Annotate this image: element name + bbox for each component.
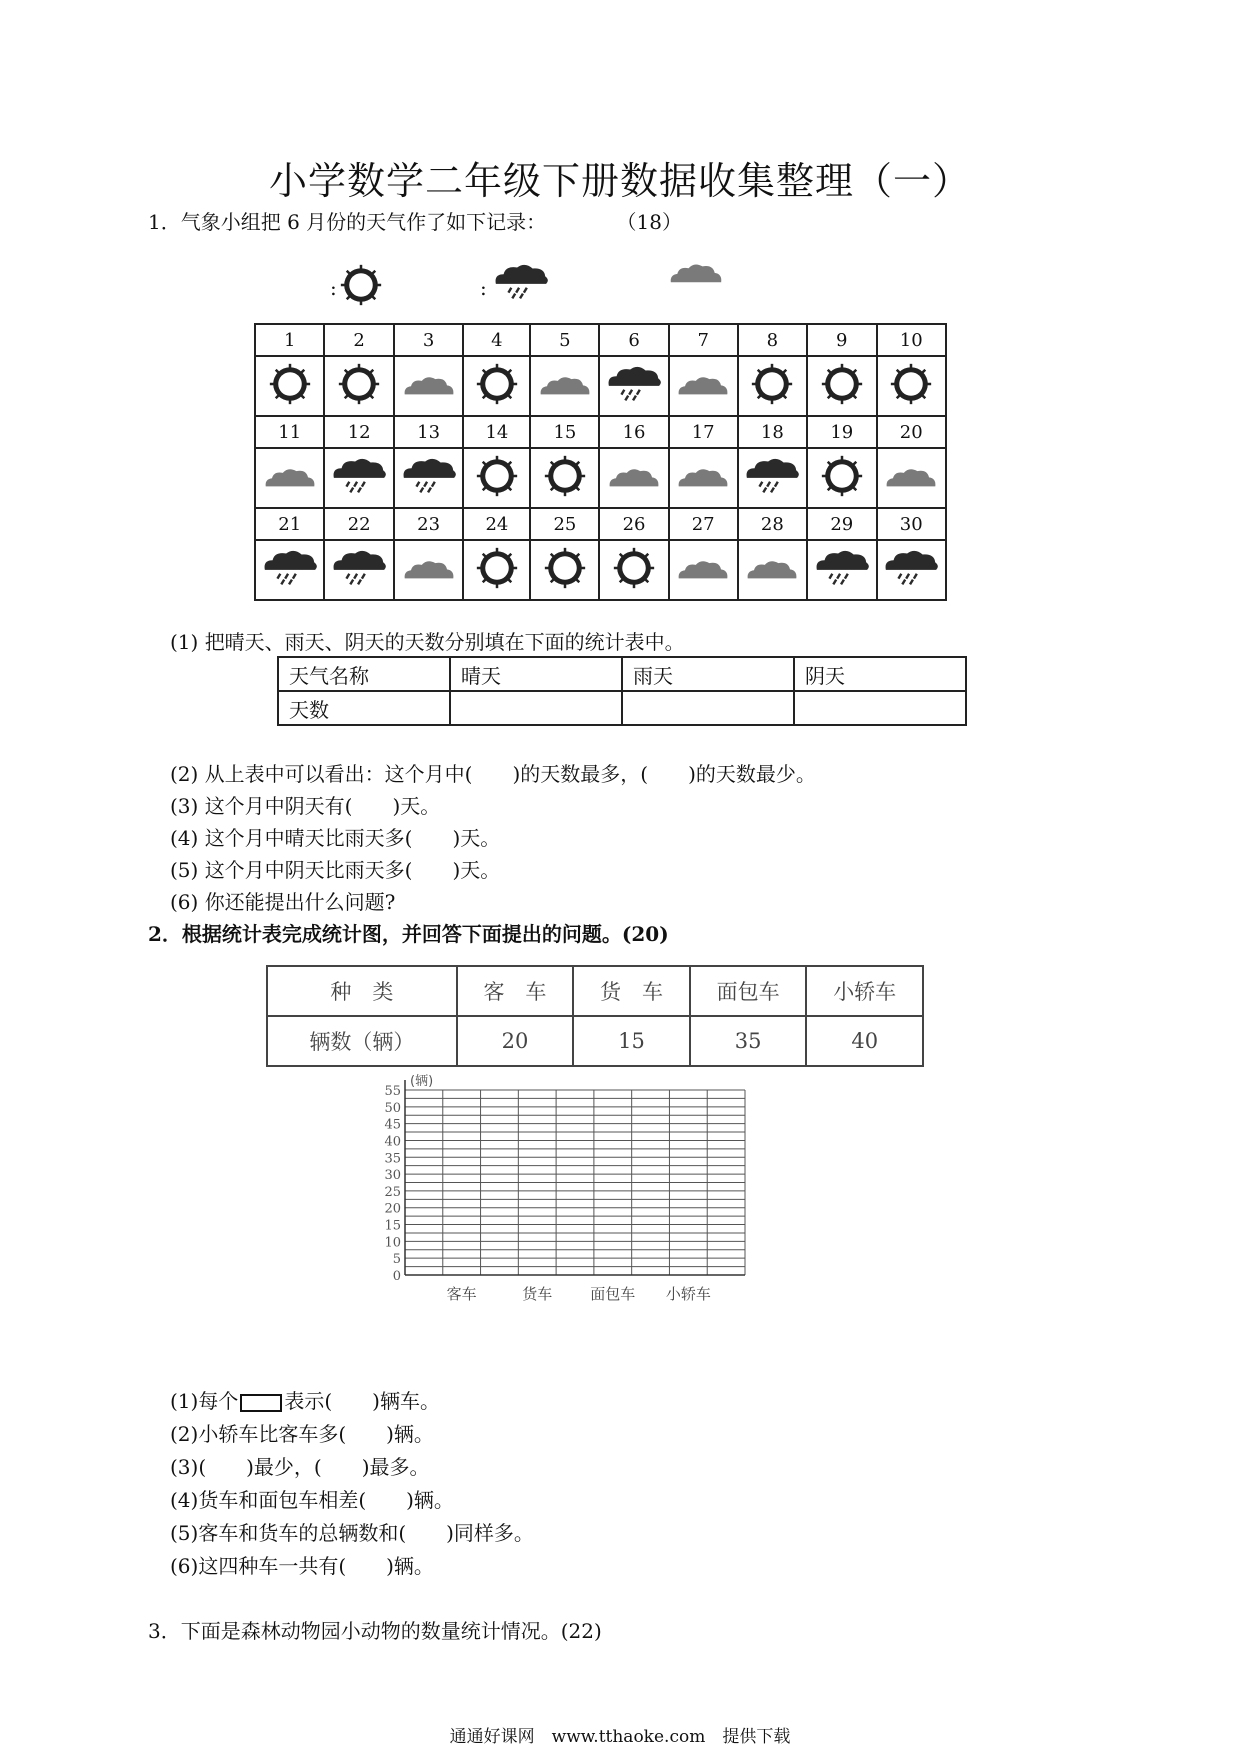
question-1-sub-3: (3) 这个月中阴天有( )天。 — [170, 794, 441, 818]
rain-cloud-icon — [882, 548, 940, 588]
page-title: 小学数学二年级下册数据收集整理（一） — [268, 159, 971, 203]
legend-colon: : — [480, 276, 487, 300]
table-cell: 小轿车 — [806, 966, 923, 1016]
calendar-day-row — [255, 324, 946, 356]
question-1-sub-1: (1) 把晴天、雨天、阴天的天数分别填在下面的统计表中。 — [170, 630, 685, 654]
sun-icon — [476, 547, 518, 589]
calendar-day-number: 18 — [738, 416, 807, 448]
cloud-icon — [538, 371, 592, 398]
sun-icon — [476, 363, 518, 405]
sun-icon — [544, 547, 586, 589]
x-tick-label: 客车 — [446, 1285, 477, 1303]
rain-cloud-icon — [605, 364, 663, 404]
x-tick-label: 面包车 — [590, 1285, 636, 1303]
cloud-icon — [745, 555, 799, 582]
calendar-day-number: 22 — [324, 508, 393, 540]
cloud-icon — [668, 258, 724, 286]
table-cell: 客 车 — [457, 966, 574, 1016]
cloud-icon — [676, 463, 730, 490]
calendar-day-number: 21 — [255, 508, 324, 540]
table-cell: 天数 — [278, 691, 450, 725]
calendar-day-number: 28 — [738, 508, 807, 540]
question-2-text: 2．根据统计表完成统计图，并回答下面提出的问题。(20) — [148, 922, 669, 946]
calendar-day-number: 17 — [669, 416, 738, 448]
legend-colon: : — [330, 276, 337, 300]
y-tick-label: 45 — [384, 1117, 401, 1133]
table-cell: 40 — [806, 1016, 923, 1066]
calendar-weather-cell — [599, 540, 668, 600]
table-row — [267, 1016, 923, 1066]
calendar-weather-cell — [463, 356, 530, 416]
calendar-day-number: 5 — [530, 324, 599, 356]
rain-cloud-icon — [400, 456, 458, 496]
cloud-icon — [402, 555, 456, 582]
calendar-day-number: 8 — [738, 324, 807, 356]
y-tick-label: 0 — [392, 1269, 401, 1284]
table-cell: 阴天 — [794, 657, 966, 691]
table-row — [278, 691, 966, 725]
rain-cloud-icon — [813, 548, 871, 588]
calendar-weather-cell — [877, 448, 947, 508]
y-axis-label: (辆) — [410, 1074, 434, 1089]
calendar-day-number: 25 — [530, 508, 599, 540]
rain-cloud-icon — [330, 548, 388, 588]
calendar-weather-cell — [463, 448, 530, 508]
question-2-sub-1-prefix: (1)每个 — [170, 1389, 239, 1413]
calendar-weather-cell — [394, 448, 463, 508]
calendar-weather-cell — [463, 540, 530, 600]
table-cell: 35 — [690, 1016, 807, 1066]
calendar-day-number: 12 — [324, 416, 393, 448]
calendar-weather-cell — [738, 448, 807, 508]
cloud-icon — [263, 463, 317, 490]
table-cell: 种 类 — [267, 966, 457, 1016]
calendar-day-number: 30 — [877, 508, 947, 540]
question-1-prompt: 1．气象小组把 6 月份的天气作了如下记录： — [148, 210, 547, 234]
calendar-weather-cell — [807, 448, 876, 508]
table-cell: 辆数（辆） — [267, 1016, 457, 1066]
calendar-day-number: 16 — [599, 416, 668, 448]
table-cell: 晴天 — [450, 657, 622, 691]
cloud-icon — [884, 463, 938, 490]
question-2-sub-2: (2)小轿车比客车多( )辆。 — [170, 1422, 434, 1446]
calendar-day-number: 26 — [599, 508, 668, 540]
calendar-day-number: 14 — [463, 416, 530, 448]
page-footer: 通通好课网 www.tthaoke.com 提供下载 — [449, 1727, 791, 1747]
y-tick-label: 35 — [384, 1151, 401, 1167]
calendar-day-number: 19 — [807, 416, 876, 448]
calendar-day-number: 3 — [394, 324, 463, 356]
sun-icon — [544, 455, 586, 497]
calendar-day-row — [255, 508, 946, 540]
question-2-sub-3: (3)( )最少，( )最多。 — [170, 1455, 430, 1479]
calendar-day-number: 9 — [807, 324, 876, 356]
sun-icon — [613, 547, 655, 589]
calendar-weather-cell — [669, 356, 738, 416]
cloud-icon — [607, 463, 661, 490]
question-1-text — [148, 206, 682, 235]
calendar-weather-cell — [877, 540, 947, 600]
cloud-icon — [676, 371, 730, 398]
calendar-weather-cell — [255, 448, 324, 508]
y-tick-label: 10 — [384, 1235, 401, 1251]
calendar-weather-cell — [738, 356, 807, 416]
y-tick-label: 50 — [384, 1100, 401, 1116]
question-2-sub-5: (5)客车和货车的总辆数和( )同样多。 — [170, 1521, 534, 1545]
calendar-day-row — [255, 416, 946, 448]
y-tick-label: 15 — [384, 1218, 401, 1234]
question-1-sub-6: (6) 你还能提出什么问题? — [170, 890, 396, 914]
question-1-sub-4: (4) 这个月中晴天比雨天多( )天。 — [170, 826, 501, 850]
calendar-day-number: 15 — [530, 416, 599, 448]
calendar-day-number: 1 — [255, 324, 324, 356]
table-cell: 天气名称 — [278, 657, 450, 691]
table-cell: 15 — [573, 1016, 690, 1066]
calendar-day-number: 13 — [394, 416, 463, 448]
sun-icon — [338, 363, 380, 405]
question-2-sub-6: (6)这四种车一共有( )辆。 — [170, 1554, 434, 1578]
calendar-weather-cell — [807, 540, 876, 600]
calendar-weather-cell — [669, 448, 738, 508]
question-2-sub-1-suffix: 表示( )辆车。 — [284, 1389, 440, 1413]
table-row — [278, 657, 966, 691]
table-cell — [794, 691, 966, 725]
rain-cloud-icon — [330, 456, 388, 496]
sun-icon — [821, 363, 863, 405]
table-cell — [622, 691, 794, 725]
unit-box-icon — [240, 1394, 282, 1412]
calendar-weather-cell — [324, 356, 393, 416]
question-1-sub-2: (2) 从上表中可以看出：这个月中( )的天数最多，( )的天数最少。 — [170, 762, 816, 786]
rain-cloud-icon — [743, 456, 801, 496]
calendar-weather-cell — [877, 356, 947, 416]
calendar-day-number: 29 — [807, 508, 876, 540]
y-tick-label: 55 — [384, 1084, 401, 1099]
table-cell: 雨天 — [622, 657, 794, 691]
y-tick-label: 30 — [384, 1168, 401, 1184]
cloud-icon — [402, 371, 456, 398]
rain-cloud-icon — [261, 548, 319, 588]
sun-icon — [821, 455, 863, 497]
y-tick-label: 20 — [384, 1201, 401, 1217]
question-2-sub-4: (4)货车和面包车相差( )辆。 — [170, 1488, 454, 1512]
table-cell: 20 — [457, 1016, 574, 1066]
sun-icon — [269, 363, 311, 405]
calendar-day-number: 23 — [394, 508, 463, 540]
calendar-weather-cell — [669, 540, 738, 600]
y-tick-label: 5 — [392, 1252, 401, 1268]
sun-icon — [340, 264, 382, 306]
calendar-day-number: 4 — [463, 324, 530, 356]
calendar-weather-cell — [530, 356, 599, 416]
cloud-icon — [676, 555, 730, 582]
rain-cloud-icon — [492, 262, 550, 302]
calendar-day-number: 6 — [599, 324, 668, 356]
x-tick-label: 小轿车 — [665, 1285, 711, 1303]
calendar-weather-row — [255, 356, 946, 416]
table-cell — [450, 691, 622, 725]
question-2-sub-1 — [170, 1385, 440, 1414]
question-1-sub-5: (5) 这个月中阴天比雨天多( )天。 — [170, 858, 501, 882]
question-1-score: （18） — [616, 210, 682, 234]
calendar-day-number: 27 — [669, 508, 738, 540]
calendar-weather-cell — [324, 540, 393, 600]
calendar-day-number: 11 — [255, 416, 324, 448]
x-tick-label: 货车 — [522, 1285, 553, 1303]
calendar-weather-cell — [394, 540, 463, 600]
calendar-weather-cell — [530, 540, 599, 600]
calendar-weather-cell — [394, 356, 463, 416]
table-cell: 面包车 — [690, 966, 807, 1016]
y-tick-label: 25 — [384, 1184, 401, 1200]
table-row — [267, 966, 923, 1016]
sun-icon — [476, 455, 518, 497]
table-cell: 货 车 — [573, 966, 690, 1016]
weather-calendar — [254, 323, 947, 601]
calendar-weather-cell — [599, 356, 668, 416]
calendar-weather-cell — [255, 540, 324, 600]
vehicle-stats-table — [266, 965, 924, 1067]
calendar-weather-cell — [738, 540, 807, 600]
calendar-weather-cell — [530, 448, 599, 508]
y-tick-label: 40 — [384, 1134, 401, 1150]
calendar-weather-row — [255, 540, 946, 600]
calendar-weather-row — [255, 448, 946, 508]
calendar-day-number: 7 — [669, 324, 738, 356]
calendar-day-number: 10 — [877, 324, 947, 356]
calendar-weather-cell — [324, 448, 393, 508]
vehicle-bar-chart-grid[interactable] — [370, 1070, 770, 1340]
question-3-text: 3．下面是森林动物园小动物的数量统计情况。(22) — [148, 1619, 602, 1643]
calendar-weather-cell — [255, 356, 324, 416]
sun-icon — [751, 363, 793, 405]
calendar-day-number: 2 — [324, 324, 393, 356]
calendar-day-number: 20 — [877, 416, 947, 448]
sun-icon — [890, 363, 932, 405]
calendar-weather-cell — [599, 448, 668, 508]
weather-stats-table — [277, 656, 967, 726]
calendar-day-number: 24 — [463, 508, 530, 540]
calendar-weather-cell — [807, 356, 876, 416]
